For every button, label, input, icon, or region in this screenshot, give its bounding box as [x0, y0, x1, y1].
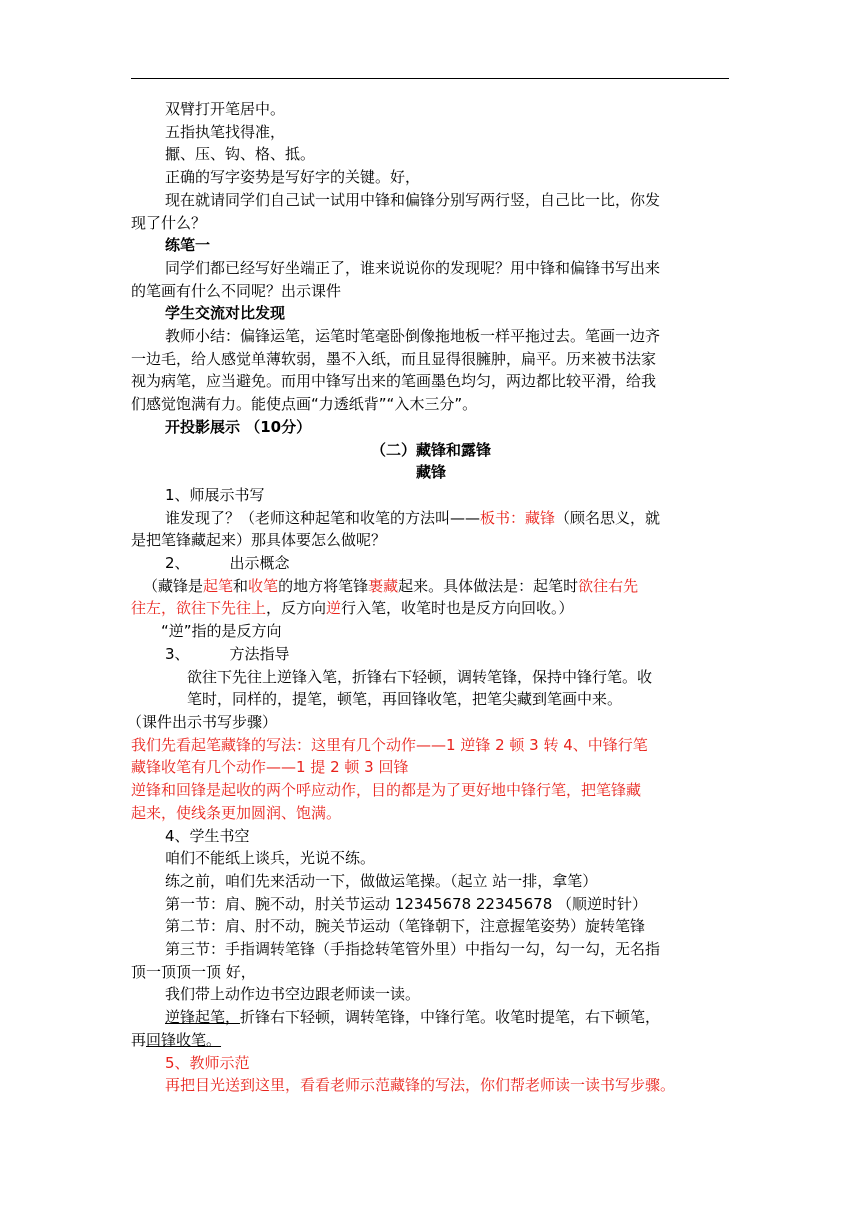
text-line: 我们带上动作边书空边跟老师读一读。 [165, 985, 421, 1004]
section-subtitle: 藏锋 [415, 463, 446, 482]
text-line [131, 1006, 731, 1029]
text-line: 们感觉饱满有力。能使点画“力透纸背”“入木三分”。 [131, 395, 478, 414]
text-run: 再 [131, 1030, 147, 1049]
red-term: 起笔 [203, 576, 234, 595]
text-line: 咱们不能纸上谈兵，光说不练。 [165, 849, 376, 868]
red-line: 我们先看起笔藏锋的写法：这里有几个动作——1 逆锋 2 顿 3 转 4、中锋行笔 [131, 735, 648, 754]
text-run: 行入笔，收笔时也是反方向回收。） [341, 599, 574, 618]
step-heading: 5、教师示范 [165, 1053, 250, 1072]
text-line: 第二节：肩、肘不动，腕关节运动（笔锋朝下，注意握笔姿势）旋转笔锋 [165, 917, 646, 936]
red-line: 再把目光送到这里，看看老师示范藏锋的写法，你们帮老师读一读书写步骤。 [165, 1076, 676, 1095]
text-line [131, 575, 731, 598]
text-line: 笔时，同样的，提笔，顿笔，再回锋收笔，把笔尖藏到笔画中来。 [187, 690, 623, 709]
text-line: 练之前，咱们先来活动一下，做做运笔操。（起立 站一排，拿笔） [165, 871, 598, 890]
text-line: 一边毛，给人感觉单薄软弱，墨不入纸，而且显得很臃肿，扁平。历来被书法家 [131, 349, 657, 368]
text-line: 五指执笔找得准， [165, 122, 286, 141]
step-heading [131, 552, 731, 575]
text-run: 折锋右下轻顿，调转笔锋，中锋行笔。收笔时提笔，右下顿笔， [240, 1008, 661, 1027]
board-note: 板书：藏锋 [480, 508, 556, 527]
red-line: 起来，使线条更加圆润、饱满。 [131, 803, 342, 822]
header-rule [131, 78, 729, 79]
text-line: 擫、压、钩、格、抵。 [165, 145, 316, 164]
text-run: 谁发现了？（老师这种起笔和收笔的方法叫—— [165, 508, 481, 527]
red-term: 裹藏 [368, 576, 399, 595]
step-heading: 4、学生书空 [165, 826, 250, 845]
text-line: 的笔画有什么不同呢？出示课件 [131, 281, 342, 300]
text-run: （顾名思义，就 [555, 508, 661, 527]
red-line: 藏锋收笔有几个动作——1 提 2 顿 3 回锋 [131, 758, 409, 777]
text-line: 是把笔锋藏起来）那具体要怎么做呢？ [131, 531, 387, 550]
text-run: 起来。具体做法是：起笔时 [398, 576, 579, 595]
text-line: 双臂打开笔居中。 [165, 100, 286, 118]
underlined-term: 逆锋起笔， [165, 1008, 241, 1027]
heading-discussion: 学生交流对比发现 [165, 304, 286, 323]
text-line: （课件出示书写步骤） [127, 712, 278, 731]
text-line: 现在就请同学们自己试一试用中锋和偏锋分别写两行竖，自己比一比，你发 [165, 190, 661, 209]
red-term: 逆 [326, 599, 342, 618]
heading-practice: 练笔一 [165, 236, 211, 255]
step-heading: 1、师展示书写 [165, 485, 265, 504]
step-label: 出示概念 [229, 554, 290, 573]
text-line: 视为病笔，应当避免。而用中锋写出来的笔画墨色均匀，两边都比较平滑，给我 [131, 372, 657, 391]
document-body [127, 98, 731, 1097]
text-line: 现了什么？ [131, 213, 207, 232]
underlined-term: 回锋收笔。 [146, 1030, 222, 1049]
red-term: 收笔 [248, 576, 279, 595]
text-run: 的地方将笔锋 [278, 576, 369, 595]
heading-projection: 开投影展示 （10分） [165, 417, 312, 436]
text-line: 顶一顶顶一顶 好， [131, 962, 256, 981]
text-line: 教师小结：偏锋运笔，运笔时笔毫卧倒像拖地板一样平拖过去。笔画一边齐 [165, 327, 661, 346]
text-run: ，反方向 [266, 599, 327, 618]
text-line [131, 507, 731, 530]
step-heading [131, 643, 731, 666]
text-line: 第三节：手指调转笔锋（手指捻转笔管外里）中指勾一勾，勾一勾，无名指 [165, 940, 661, 959]
text-line: 同学们都已经写好坐端正了，谁来说说你的发现呢？用中锋和偏锋书写出来 [165, 258, 661, 277]
red-term: 往左，欲往下先往上 [131, 599, 267, 618]
red-line: 逆锋和回锋是起收的两个呼应动作，目的都是为了更好地中锋行笔，把笔锋藏 [131, 781, 642, 800]
text-line [131, 597, 731, 620]
step-label: 方法指导 [229, 644, 290, 663]
step-number: 3、 [165, 644, 190, 663]
text-line: “逆”指的是反方向 [161, 622, 282, 641]
text-run: （藏锋是 [143, 576, 204, 595]
text-line: 正确的写字姿势是写好字的关键。好， [165, 168, 421, 187]
text-run: 和 [233, 576, 249, 595]
red-term: 欲往右先 [578, 576, 639, 595]
section-title: （二）藏锋和露锋 [370, 440, 491, 459]
step-number: 2、 [165, 554, 190, 573]
text-line: 欲往下先往上逆锋入笔，折锋右下轻顿，调转笔锋，保持中锋行笔。收 [187, 667, 653, 686]
text-line [131, 1029, 731, 1052]
text-line: 第一节：肩、腕不动，肘关节运动 12345678 22345678 （顺逆时针） [165, 894, 648, 913]
